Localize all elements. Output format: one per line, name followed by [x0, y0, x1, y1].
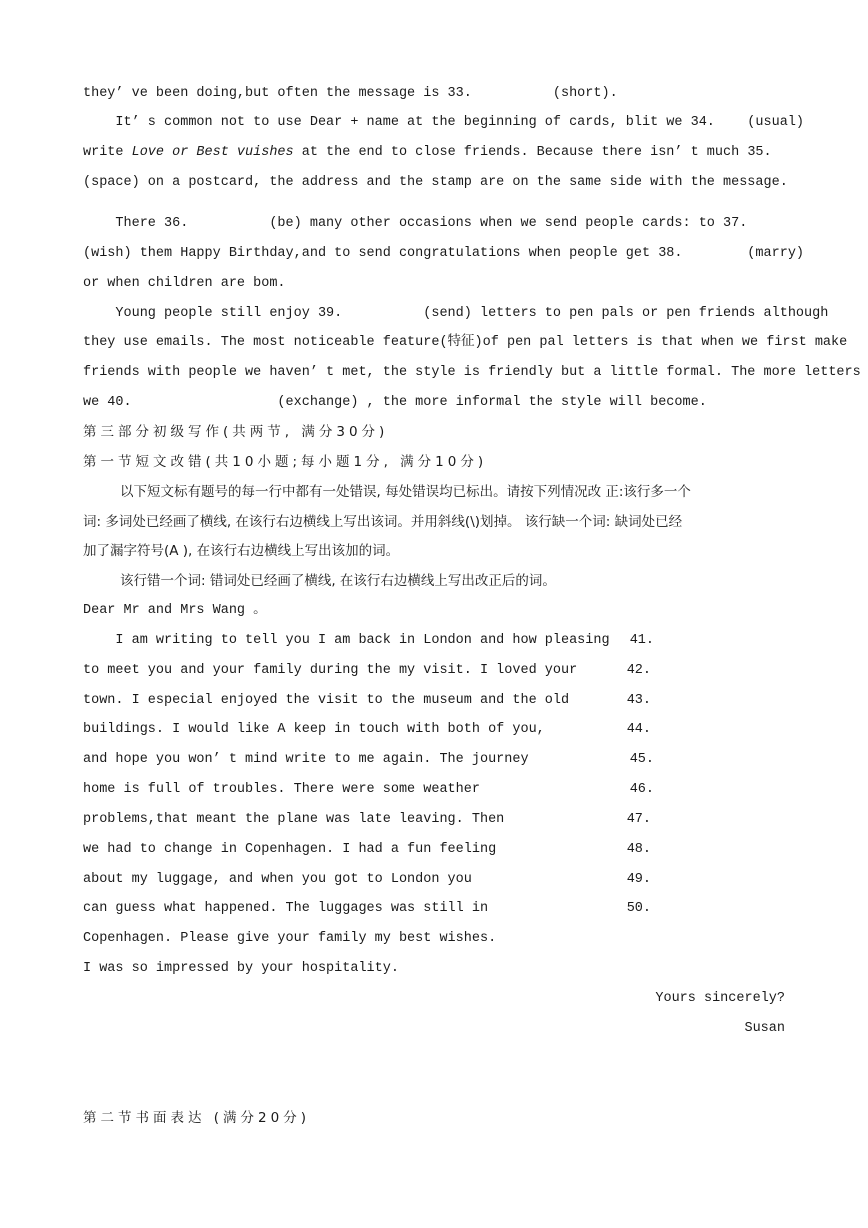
section-title: 第一节短文改错(共10小题;每小题1分, 满分10分)	[83, 454, 488, 470]
italic-phrase: Love or Best vuishes	[131, 145, 294, 160]
passage-text: at the end to close friends. Because there isn’ t much 35.	[293, 145, 772, 160]
letter-greeting: Dear Mr and Mrs Wang 。	[83, 603, 267, 618]
question-number: 41.	[629, 633, 654, 648]
instructions: 以下短文标有题号的每一行中都有一处错误, 每处错误均已标出。请按下列情况改 正:该行多一个	[120, 484, 691, 500]
passage-line: friends with people we haven’ t met, the style is friendly but a little formal. The more letters	[83, 365, 861, 380]
question-number: 44.	[626, 722, 651, 737]
question-number: 49.	[626, 872, 651, 887]
passage-line: we 40. (exchange) , the more informal the style will become.	[83, 395, 707, 410]
letter-line: town. I especial enjoyed the visit to the museum and the old	[83, 693, 570, 708]
letter-line: home is full of troubles. There were some weather	[83, 782, 480, 797]
question-number: 48.	[626, 842, 651, 857]
passage-line: (space) on a postcard, the address and the stamp are on the same side with the message.	[83, 175, 788, 190]
question-number: 47.	[626, 812, 651, 827]
letter-line: can guess what happened. The luggages was still in	[83, 901, 489, 916]
passage-line: they use emails. The most noticeable feature(特征)of pen pal letters is that when we first make	[83, 335, 848, 350]
letter-line: about my luggage, and when you got to London you	[83, 872, 472, 887]
instructions: 加了漏字符号(A ), 在该行右边横线上写出该加的词。	[83, 543, 400, 559]
passage-line: Young people still enjoy 39. (send) letters to pen pals or pen friends although	[83, 306, 829, 321]
letter-line: buildings. I would like A keep in touch with both of you,	[83, 722, 545, 737]
letter-line: I was so impressed by your hospitality.	[83, 961, 399, 976]
passage-line: There 36. (be) many other occasions when we send people cards: to 37.	[83, 216, 748, 231]
letter-line: problems,that meant the plane was late leaving. Then	[83, 812, 505, 827]
question-number: 42.	[626, 663, 651, 678]
letter-signoff: Yours sincerely?	[655, 991, 785, 1006]
passage-line	[83, 144, 772, 162]
question-number: 45.	[629, 752, 654, 767]
question-number: 50.	[626, 901, 651, 916]
passage-line: (wish) them Happy Birthday,and to send congratulations when people get 38. (marry)	[83, 246, 805, 261]
letter-line: Copenhagen. Please give your family my best wishes.	[83, 931, 497, 946]
letter-signature: Susan	[744, 1021, 785, 1036]
letter-line: we had to change in Copenhagen. I had a fun feeling	[83, 842, 497, 857]
instructions: 该行错一个词: 错词处已经画了横线, 在该行右边横线上写出改正后的词。	[120, 573, 556, 589]
passage-line: they’ ve been doing,but often the message is 33. (short).	[83, 86, 618, 101]
question-number: 46.	[629, 782, 654, 797]
passage-text: write	[83, 145, 132, 160]
passage-line: It’ s common not to use Dear + name at the beginning of cards, blit we 34. (usual)	[83, 115, 805, 130]
letter-line: I am writing to tell you I am back in London and how pleasing	[83, 633, 610, 648]
section-title: 第二节书面表达 (满分20分)	[83, 1110, 311, 1126]
question-number: 43.	[626, 693, 651, 708]
passage-line: or when children are bom.	[83, 276, 286, 291]
part-title: 第三部分初级写作(共两节, 满分30分)	[83, 424, 389, 440]
letter-line: to meet you and your family during the my visit. I loved your	[83, 663, 578, 678]
letter-line: and hope you won’ t mind write to me again. The journey	[83, 752, 529, 767]
instructions: 词: 多词处已经画了横线, 在该行右边横线上写出该词。并用斜线(\)划掉。 该行缺一个词: 缺词处已经	[83, 514, 683, 530]
